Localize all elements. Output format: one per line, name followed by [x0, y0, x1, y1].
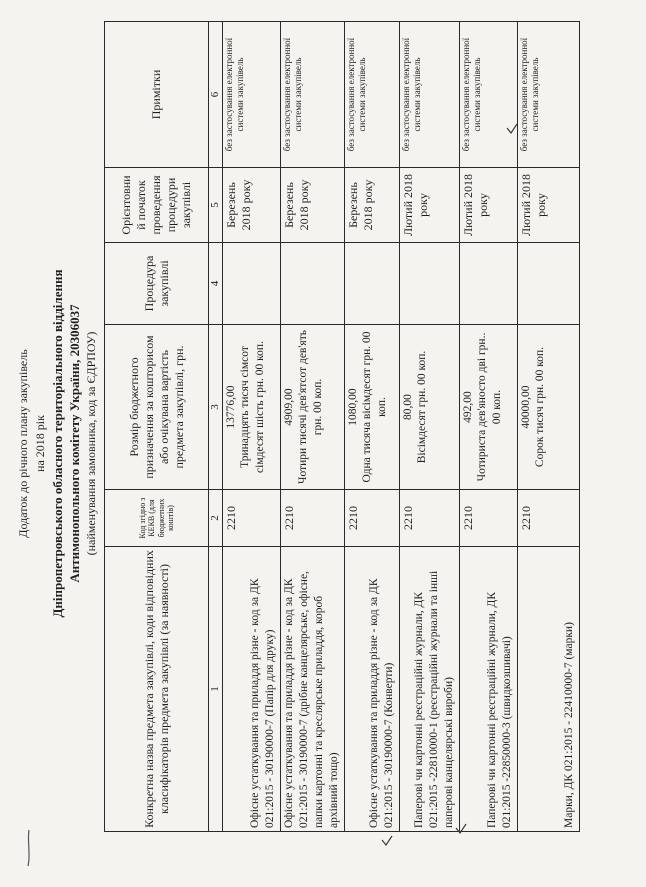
item-note: без застосування електронної системи закупівель: [399, 22, 459, 168]
item-amount: [399, 325, 459, 490]
col-number: 3: [209, 325, 223, 490]
item-start: Лютий 2018 року: [399, 168, 459, 243]
item-name: Марки, ДК 021:2015 - 22410000-7 (марки): [517, 547, 579, 832]
item-note: без застосування електронної системи закупівель: [223, 22, 281, 168]
item-kekv: 2210: [281, 490, 345, 547]
amount-value: 80,00: [401, 394, 414, 420]
item-kekv: 2210: [517, 490, 579, 547]
checkmark-icon: [454, 822, 468, 836]
procurement-table: [104, 21, 580, 832]
column-numbers-row: [209, 22, 223, 832]
amount-value: 40000,00: [519, 385, 532, 429]
organization-caption: (найменування замовника, код за ЄДРПОУ): [84, 331, 98, 556]
amount-value: 1080,00: [346, 388, 359, 426]
item-start: Лютий 2018 року: [517, 168, 579, 243]
item-procedure: [459, 243, 517, 325]
appendix-title: Додаток до річного плану закупівель: [16, 349, 30, 538]
col-header-procedure: Процедура закупівлі: [105, 243, 209, 325]
amount-words: Одна тисяча вісімдесят грн. 00 коп.: [361, 331, 388, 483]
amount-value: 13776,00: [225, 385, 237, 429]
table-row: [399, 22, 459, 832]
amount-words: Сорок тисяч грн. 00 коп.: [534, 346, 547, 468]
item-amount: [223, 325, 281, 490]
item-note: без застосування електронної системи закупівель: [459, 22, 517, 168]
item-kekv: 2210: [223, 490, 281, 547]
col-number: 1: [209, 547, 223, 832]
item-start: Березень 2018 року: [344, 168, 399, 243]
amount-value: 4909,00: [283, 388, 295, 426]
table-row: [281, 22, 345, 832]
item-amount: [517, 325, 579, 490]
item-note: без застосування електронної системи закупівель: [281, 22, 345, 168]
pen-stroke-mark: [22, 828, 36, 868]
plan-year: на 2018 рік: [33, 415, 47, 472]
item-procedure: [281, 243, 345, 325]
col-number: 4: [209, 243, 223, 325]
col-number: 5: [209, 168, 223, 243]
item-amount: [344, 325, 399, 490]
table-row: [344, 22, 399, 832]
item-procedure: [517, 243, 579, 325]
col-header-kekv: Код згідно з КЕКВ (для бюджетних коштів): [105, 490, 209, 547]
item-name: Офісне устаткування та приладдя різне - код за ДК 021:2015 - 30190000-7 (Папір для друку): [223, 547, 281, 832]
col-header-name: Конкретна назва предмета закупівлі, коди відповідних класифікаторів предмета закупівлі (за наявності): [105, 547, 209, 832]
amount-value: 492,00: [461, 391, 474, 423]
amount-words: Чотириста дев'яносто дві грн.. 00 коп.: [476, 332, 503, 482]
col-number: 2: [209, 490, 223, 547]
amount-words: Вісімдесят грн. 00 коп.: [416, 350, 429, 464]
amount-words: Чотири тисячі дев'ятсот дев'ять грн. 00 коп.: [297, 330, 324, 484]
item-name: Паперові чи картонні реєстраційні журнали, ДК 021:2015 -22850000-3 (швидкозшивачі): [459, 547, 517, 832]
item-procedure: [399, 243, 459, 325]
item-name: Паперові чи картонні реєстраційні журнали, ДК 021:2015 -22810000-1 (реєстраційні журнали та інші паперові канцелярські вироби): [399, 547, 459, 832]
checkmark-icon: [505, 122, 519, 136]
item-kekv: 2210: [344, 490, 399, 547]
col-header-start: Орієнтовни й початок проведення процедури закупівлі: [105, 168, 209, 243]
item-note: без застосування електронної системи закупівель: [344, 22, 399, 168]
item-amount: [281, 325, 345, 490]
table-header-row: [105, 22, 209, 832]
col-number: 6: [209, 22, 223, 168]
checkmark-icon: [380, 834, 394, 848]
item-start: Березень 2018 року: [223, 168, 281, 243]
col-header-amount: Розмір бюджетного призначення за кошторисом або очікувана вартість предмета закупівлі, грн.: [105, 325, 209, 490]
item-start: Березень 2018 року: [281, 168, 345, 243]
table-row: [459, 22, 517, 832]
item-name: Офісне устаткування та приладдя різне - код за ДК 021:2015 - 30190000-7 (Конверти): [344, 547, 399, 832]
item-procedure: [344, 243, 399, 325]
table-row: [517, 22, 579, 832]
col-header-notes: Примітки: [105, 22, 209, 168]
item-note: без застосування електронної системи закупівель: [517, 22, 579, 168]
organization-name: Дніпропетровського обласного територіального відділення: [50, 269, 65, 618]
item-name: Офісне устаткування та приладдя різне - код за ДК 021:2015 - 30190000-7 (дрібне канцелярське, офісне, папки картонні та креслярське приладдя, короб архівний тощо): [281, 547, 345, 832]
amount-words: Тринадцять тисяч сімсот сімдесят шість грн. 00 коп.: [239, 341, 266, 473]
item-kekv: 2210: [459, 490, 517, 547]
item-kekv: 2210: [399, 490, 459, 547]
item-start: Лютий 2018 року: [459, 168, 517, 243]
organization-code: Антимонопольного комітету України, 20306037: [67, 304, 82, 583]
table-row: [223, 22, 281, 832]
item-amount: [459, 325, 517, 490]
item-procedure: [223, 243, 281, 325]
